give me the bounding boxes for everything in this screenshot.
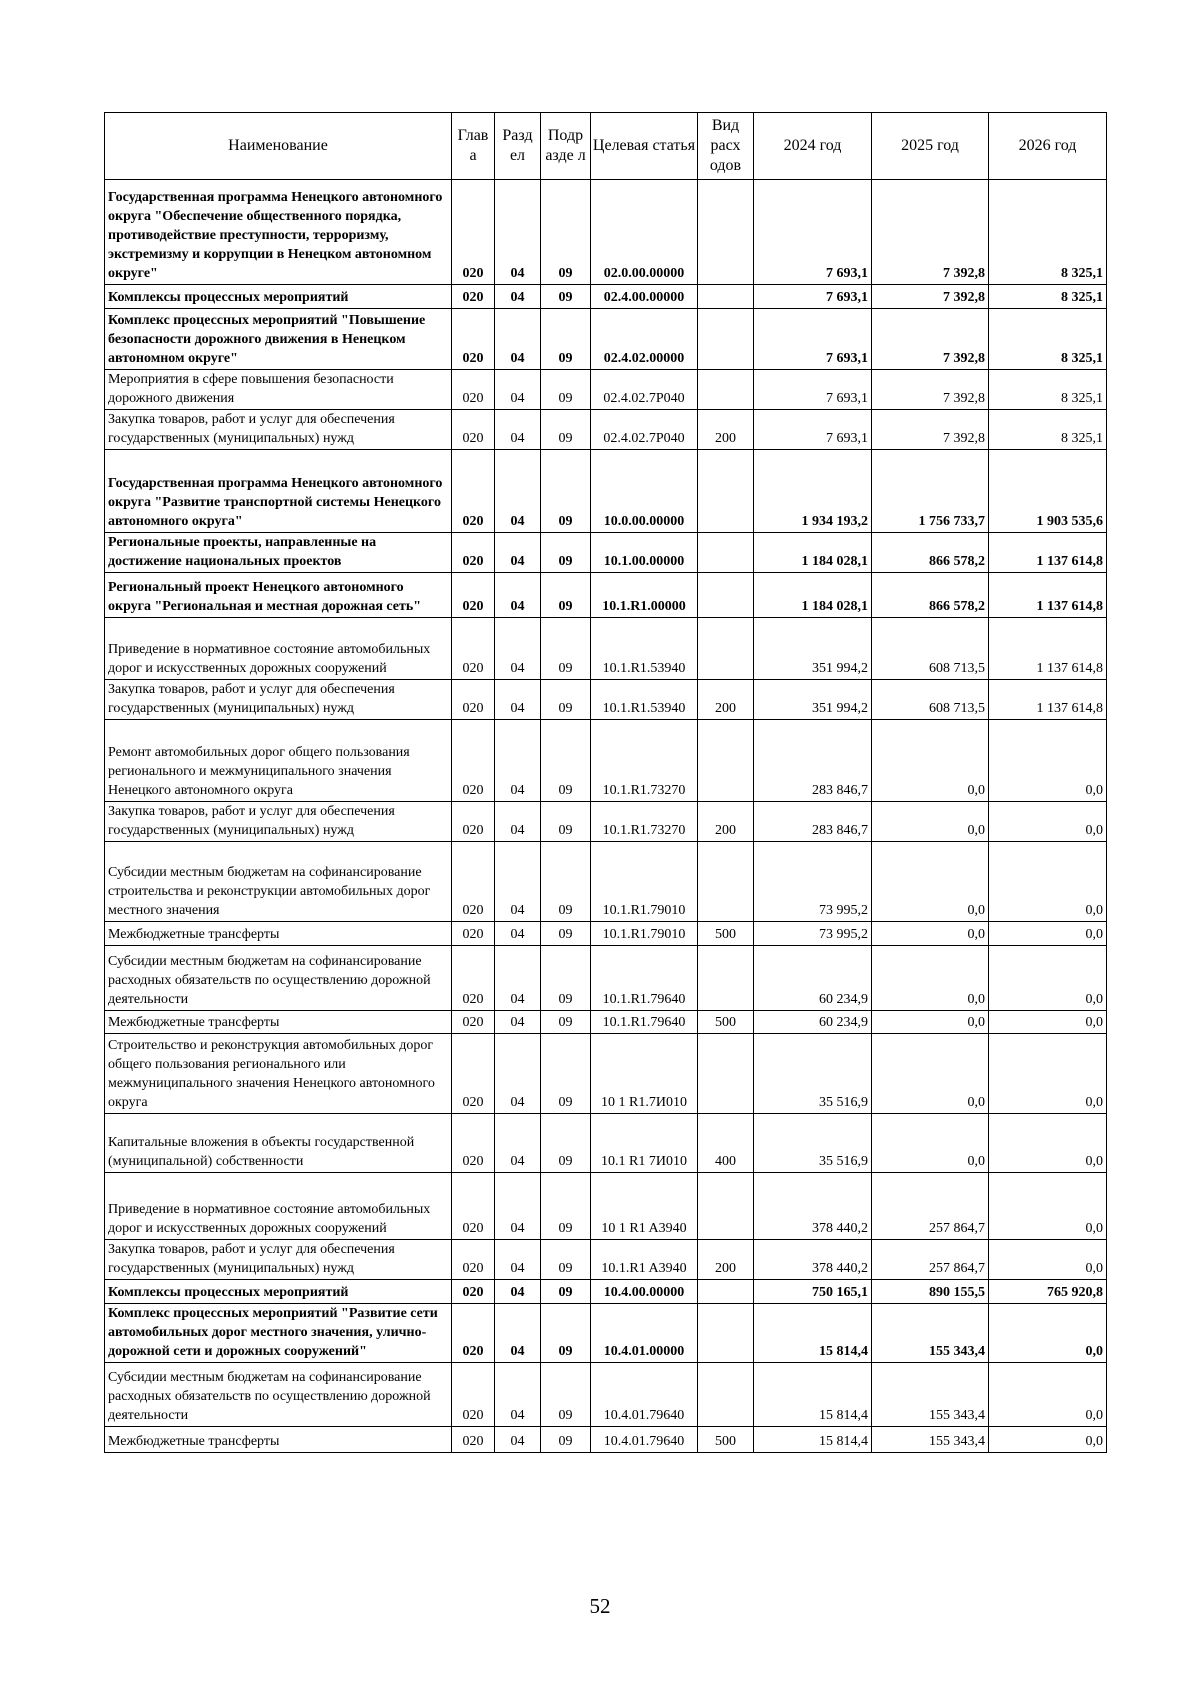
cell-y2025: 0,0: [872, 922, 989, 946]
table-row: [105, 410, 1107, 450]
cell-name: Приведение в нормативное состояние автомобильных дорог и искусственных дорожных сооружений: [105, 1173, 452, 1240]
cell-y2026: 0,0: [989, 1011, 1107, 1034]
cell-name: Комплекс процессных мероприятий "Повышение безопасности дорожного движения в Ненецком автономном округе": [105, 309, 452, 370]
cell-razdel: 04: [495, 450, 541, 533]
cell-target: 02.0.00.00000: [591, 180, 698, 285]
table-body: [105, 180, 1107, 1453]
cell-target: 02.4.02.7Р040: [591, 370, 698, 410]
cell-y2024: 60 234,9: [754, 1011, 872, 1034]
cell-podrazdel: 09: [541, 842, 591, 922]
cell-razdel: 04: [495, 573, 541, 618]
header-glava: Глав а: [452, 113, 495, 180]
cell-target: 10.1 R1 7И010: [591, 1114, 698, 1173]
cell-name: Региональный проект Ненецкого автономного округа "Региональная и местная дорожная сеть": [105, 573, 452, 618]
cell-target: 10.4.01.79640: [591, 1363, 698, 1427]
cell-glava: 020: [452, 1240, 495, 1280]
cell-y2025: 0,0: [872, 842, 989, 922]
cell-podrazdel: 09: [541, 1363, 591, 1427]
cell-y2024: 750 165,1: [754, 1280, 872, 1304]
cell-y2024: 283 846,7: [754, 720, 872, 802]
cell-vid: [698, 370, 754, 410]
cell-y2026: 0,0: [989, 802, 1107, 842]
cell-target: 10.1.R1.00000: [591, 573, 698, 618]
cell-vid: [698, 720, 754, 802]
cell-y2024: 351 994,2: [754, 618, 872, 680]
cell-y2026: 0,0: [989, 1114, 1107, 1173]
cell-target: 10.4.01.00000: [591, 1304, 698, 1363]
header-vid: Вид расх одов: [698, 113, 754, 180]
cell-vid: 200: [698, 1240, 754, 1280]
cell-glava: 020: [452, 1304, 495, 1363]
cell-target: 10.1.R1.73270: [591, 720, 698, 802]
cell-name: Закупка товаров, работ и услуг для обеспечения государственных (муниципальных) нужд: [105, 680, 452, 720]
cell-name: Приведение в нормативное состояние автомобильных дорог и искусственных дорожных сооружений: [105, 618, 452, 680]
cell-glava: 020: [452, 370, 495, 410]
cell-name: Субсидии местным бюджетам на софинансирование расходных обязательств по осуществлению дорожной деятельности: [105, 1363, 452, 1427]
cell-razdel: 04: [495, 1304, 541, 1363]
cell-y2025: 257 864,7: [872, 1173, 989, 1240]
cell-y2026: 0,0: [989, 1304, 1107, 1363]
cell-razdel: 04: [495, 1173, 541, 1240]
cell-vid: [698, 842, 754, 922]
cell-y2026: 8 325,1: [989, 370, 1107, 410]
table-row: [105, 1304, 1107, 1363]
cell-target: 10 1 R1.7И010: [591, 1034, 698, 1114]
cell-vid: 500: [698, 1427, 754, 1453]
cell-razdel: 04: [495, 680, 541, 720]
cell-glava: 020: [452, 1034, 495, 1114]
cell-y2026: 0,0: [989, 946, 1107, 1011]
cell-glava: 020: [452, 1363, 495, 1427]
cell-y2025: 0,0: [872, 802, 989, 842]
cell-target: 10.0.00.00000: [591, 450, 698, 533]
cell-podrazdel: 09: [541, 1427, 591, 1453]
cell-razdel: 04: [495, 922, 541, 946]
cell-y2024: 73 995,2: [754, 842, 872, 922]
cell-y2026: 1 137 614,8: [989, 618, 1107, 680]
cell-y2025: 7 392,8: [872, 309, 989, 370]
cell-razdel: 04: [495, 1280, 541, 1304]
cell-y2026: 0,0: [989, 720, 1107, 802]
cell-y2024: 73 995,2: [754, 922, 872, 946]
table-row: [105, 618, 1107, 680]
cell-target: 10.1.R1.79010: [591, 922, 698, 946]
cell-target: 10.1.R1.73270: [591, 802, 698, 842]
cell-podrazdel: 09: [541, 1034, 591, 1114]
cell-podrazdel: 09: [541, 1280, 591, 1304]
cell-razdel: 04: [495, 802, 541, 842]
cell-name: Комплекс процессных мероприятий "Развитие сети автомобильных дорог местного значения, улично-дорожной сети и дорожных сооружений": [105, 1304, 452, 1363]
cell-y2024: 15 814,4: [754, 1363, 872, 1427]
cell-y2024: 7 693,1: [754, 285, 872, 309]
table-row: [105, 680, 1107, 720]
cell-y2026: 0,0: [989, 1363, 1107, 1427]
cell-razdel: 04: [495, 285, 541, 309]
cell-razdel: 04: [495, 1363, 541, 1427]
cell-razdel: 04: [495, 309, 541, 370]
cell-podrazdel: 09: [541, 1114, 591, 1173]
cell-glava: 020: [452, 922, 495, 946]
header-2024: 2024 год: [754, 113, 872, 180]
header-razdel: Разд ел: [495, 113, 541, 180]
cell-name: Мероприятия в сфере повышения безопасности дорожного движения: [105, 370, 452, 410]
cell-y2024: 1 184 028,1: [754, 533, 872, 573]
cell-podrazdel: 09: [541, 450, 591, 533]
cell-y2025: 7 392,8: [872, 410, 989, 450]
cell-vid: [698, 1034, 754, 1114]
cell-razdel: 04: [495, 533, 541, 573]
cell-podrazdel: 09: [541, 1304, 591, 1363]
cell-podrazdel: 09: [541, 285, 591, 309]
cell-vid: 400: [698, 1114, 754, 1173]
cell-vid: [698, 1363, 754, 1427]
cell-y2025: 608 713,5: [872, 618, 989, 680]
cell-y2026: 1 137 614,8: [989, 573, 1107, 618]
cell-y2025: 0,0: [872, 1114, 989, 1173]
table-row: [105, 1114, 1107, 1173]
cell-glava: 020: [452, 618, 495, 680]
cell-y2026: 0,0: [989, 1173, 1107, 1240]
cell-name: Комплексы процессных мероприятий: [105, 1280, 452, 1304]
cell-name: Государственная программа Ненецкого автономного округа "Обеспечение общественного порядка, противодействие преступности, терроризму, экстремизму и коррупции в Ненецком автономном округе": [105, 180, 452, 285]
cell-razdel: 04: [495, 370, 541, 410]
cell-vid: [698, 1304, 754, 1363]
cell-podrazdel: 09: [541, 309, 591, 370]
cell-y2025: 0,0: [872, 720, 989, 802]
table-row: [105, 720, 1107, 802]
cell-podrazdel: 09: [541, 180, 591, 285]
header-2025: 2025 год: [872, 113, 989, 180]
cell-target: 10.4.00.00000: [591, 1280, 698, 1304]
cell-razdel: 04: [495, 1011, 541, 1034]
cell-target: 10.1.R1 A3940: [591, 1240, 698, 1280]
table-row: [105, 450, 1107, 533]
table-row: [105, 1280, 1107, 1304]
cell-razdel: 04: [495, 720, 541, 802]
cell-vid: [698, 450, 754, 533]
cell-name: Межбюджетные трансферты: [105, 1427, 452, 1453]
cell-target: 02.4.00.00000: [591, 285, 698, 309]
cell-vid: [698, 533, 754, 573]
cell-razdel: 04: [495, 946, 541, 1011]
cell-y2024: 1 184 028,1: [754, 573, 872, 618]
header-2026: 2026 год: [989, 113, 1107, 180]
cell-y2025: 7 392,8: [872, 180, 989, 285]
cell-vid: 500: [698, 1011, 754, 1034]
cell-vid: [698, 309, 754, 370]
cell-name: Субсидии местным бюджетам на софинансирование расходных обязательств по осуществлению дорожной деятельности: [105, 946, 452, 1011]
cell-glava: 020: [452, 680, 495, 720]
cell-y2025: 7 392,8: [872, 370, 989, 410]
table-row: [105, 1240, 1107, 1280]
cell-target: 02.4.02.00000: [591, 309, 698, 370]
cell-podrazdel: 09: [541, 370, 591, 410]
cell-glava: 020: [452, 180, 495, 285]
cell-glava: 020: [452, 1173, 495, 1240]
table-row: [105, 370, 1107, 410]
cell-glava: 020: [452, 1280, 495, 1304]
cell-name: Региональные проекты, направленные на достижение национальных проектов: [105, 533, 452, 573]
cell-y2025: 1 756 733,7: [872, 450, 989, 533]
cell-razdel: 04: [495, 618, 541, 680]
cell-target: 10.4.01.79640: [591, 1427, 698, 1453]
table-row: [105, 1011, 1107, 1034]
cell-target: 10 1 R1 A3940: [591, 1173, 698, 1240]
cell-y2024: 15 814,4: [754, 1304, 872, 1363]
table-row: [105, 1427, 1107, 1453]
cell-y2024: 7 693,1: [754, 370, 872, 410]
cell-name: Государственная программа Ненецкого автономного округа "Развитие транспортной системы Ненецкого автономного округа": [105, 450, 452, 533]
table-row: [105, 573, 1107, 618]
cell-glava: 020: [452, 1427, 495, 1453]
cell-target: 10.1.R1.53940: [591, 680, 698, 720]
cell-y2024: 1 934 193,2: [754, 450, 872, 533]
cell-y2024: 15 814,4: [754, 1427, 872, 1453]
cell-podrazdel: 09: [541, 1173, 591, 1240]
table-row: [105, 802, 1107, 842]
cell-y2024: 35 516,9: [754, 1114, 872, 1173]
cell-target: 10.1.00.00000: [591, 533, 698, 573]
cell-y2025: 890 155,5: [872, 1280, 989, 1304]
cell-glava: 020: [452, 946, 495, 1011]
cell-glava: 020: [452, 720, 495, 802]
cell-target: 10.1.R1.79010: [591, 842, 698, 922]
cell-y2026: 8 325,1: [989, 285, 1107, 309]
cell-y2025: 866 578,2: [872, 533, 989, 573]
cell-razdel: 04: [495, 1114, 541, 1173]
cell-podrazdel: 09: [541, 720, 591, 802]
cell-glava: 020: [452, 573, 495, 618]
table-row: [105, 922, 1107, 946]
cell-podrazdel: 09: [541, 802, 591, 842]
cell-y2024: 7 693,1: [754, 180, 872, 285]
header-name: Наименование: [105, 113, 452, 180]
cell-vid: [698, 285, 754, 309]
cell-y2025: 155 343,4: [872, 1363, 989, 1427]
table-row: [105, 946, 1107, 1011]
cell-name: Субсидии местным бюджетам на софинансирование строительства и реконструкции автомобильных дорог местного значения: [105, 842, 452, 922]
cell-vid: 200: [698, 680, 754, 720]
table-row: [105, 1173, 1107, 1240]
cell-razdel: 04: [495, 180, 541, 285]
cell-podrazdel: 09: [541, 410, 591, 450]
cell-target: 02.4.02.7Р040: [591, 410, 698, 450]
cell-y2024: 351 994,2: [754, 680, 872, 720]
cell-y2026: 0,0: [989, 1034, 1107, 1114]
cell-y2026: 8 325,1: [989, 180, 1107, 285]
cell-y2025: 155 343,4: [872, 1427, 989, 1453]
cell-y2024: 378 440,2: [754, 1173, 872, 1240]
cell-vid: 500: [698, 922, 754, 946]
cell-razdel: 04: [495, 410, 541, 450]
cell-glava: 020: [452, 410, 495, 450]
cell-y2025: 608 713,5: [872, 680, 989, 720]
header-target: Целевая статья: [591, 113, 698, 180]
cell-razdel: 04: [495, 1427, 541, 1453]
header-podrazdel: Подр азде л: [541, 113, 591, 180]
cell-y2025: 0,0: [872, 946, 989, 1011]
cell-vid: 200: [698, 802, 754, 842]
cell-glava: 020: [452, 533, 495, 573]
cell-y2026: 8 325,1: [989, 309, 1107, 370]
cell-y2026: 1 137 614,8: [989, 533, 1107, 573]
cell-name: Ремонт автомобильных дорог общего пользования регионального и межмуниципального значения Ненецкого автономного округа: [105, 720, 452, 802]
cell-name: Закупка товаров, работ и услуг для обеспечения государственных (муниципальных) нужд: [105, 410, 452, 450]
cell-name: Межбюджетные трансферты: [105, 1011, 452, 1034]
table-row: [105, 1034, 1107, 1114]
cell-razdel: 04: [495, 842, 541, 922]
table-row: [105, 309, 1107, 370]
table-row: [105, 842, 1107, 922]
cell-podrazdel: 09: [541, 1240, 591, 1280]
cell-podrazdel: 09: [541, 922, 591, 946]
cell-y2025: 155 343,4: [872, 1304, 989, 1363]
cell-y2026: 765 920,8: [989, 1280, 1107, 1304]
cell-y2026: 0,0: [989, 1427, 1107, 1453]
cell-podrazdel: 09: [541, 680, 591, 720]
cell-vid: [698, 1280, 754, 1304]
cell-name: Закупка товаров, работ и услуг для обеспечения государственных (муниципальных) нужд: [105, 1240, 452, 1280]
cell-y2024: 378 440,2: [754, 1240, 872, 1280]
cell-vid: [698, 618, 754, 680]
table-row: [105, 1363, 1107, 1427]
cell-name: Межбюджетные трансферты: [105, 922, 452, 946]
cell-vid: 200: [698, 410, 754, 450]
cell-podrazdel: 09: [541, 573, 591, 618]
cell-y2024: 7 693,1: [754, 309, 872, 370]
cell-podrazdel: 09: [541, 946, 591, 1011]
cell-podrazdel: 09: [541, 1011, 591, 1034]
cell-target: 10.1.R1.79640: [591, 1011, 698, 1034]
cell-y2026: 0,0: [989, 922, 1107, 946]
cell-y2026: 0,0: [989, 1240, 1107, 1280]
cell-y2024: 283 846,7: [754, 802, 872, 842]
cell-y2025: 0,0: [872, 1011, 989, 1034]
cell-vid: [698, 1173, 754, 1240]
cell-y2025: 866 578,2: [872, 573, 989, 618]
cell-glava: 020: [452, 285, 495, 309]
table-row: [105, 533, 1107, 573]
cell-razdel: 04: [495, 1034, 541, 1114]
cell-y2026: 0,0: [989, 842, 1107, 922]
budget-table: [104, 112, 1107, 1453]
cell-y2024: 60 234,9: [754, 946, 872, 1011]
cell-glava: 020: [452, 1011, 495, 1034]
cell-y2025: 0,0: [872, 1034, 989, 1114]
cell-target: 10.1.R1.53940: [591, 618, 698, 680]
cell-podrazdel: 09: [541, 533, 591, 573]
cell-glava: 020: [452, 1114, 495, 1173]
cell-vid: [698, 180, 754, 285]
cell-vid: [698, 573, 754, 618]
cell-glava: 020: [452, 842, 495, 922]
cell-glava: 020: [452, 802, 495, 842]
cell-y2026: 8 325,1: [989, 410, 1107, 450]
cell-y2026: 1 137 614,8: [989, 680, 1107, 720]
cell-target: 10.1.R1.79640: [591, 946, 698, 1011]
cell-y2025: 7 392,8: [872, 285, 989, 309]
cell-name: Закупка товаров, работ и услуг для обеспечения государственных (муниципальных) нужд: [105, 802, 452, 842]
cell-podrazdel: 09: [541, 618, 591, 680]
cell-y2024: 35 516,9: [754, 1034, 872, 1114]
table-row: [105, 180, 1107, 285]
header-row: [105, 113, 1107, 180]
cell-razdel: 04: [495, 1240, 541, 1280]
cell-y2024: 7 693,1: [754, 410, 872, 450]
table-row: [105, 285, 1107, 309]
cell-name: Строительство и реконструкция автомобильных дорог общего пользования регионального или межмуниципального значения Ненецкого автономного округа: [105, 1034, 452, 1114]
cell-glava: 020: [452, 309, 495, 370]
page-number: 52: [589, 1594, 611, 1618]
cell-vid: [698, 946, 754, 1011]
cell-y2026: 1 903 535,6: [989, 450, 1107, 533]
cell-name: Капитальные вложения в объекты государственной (муниципальной) собственности: [105, 1114, 452, 1173]
cell-y2025: 257 864,7: [872, 1240, 989, 1280]
cell-glava: 020: [452, 450, 495, 533]
cell-name: Комплексы процессных мероприятий: [105, 285, 452, 309]
